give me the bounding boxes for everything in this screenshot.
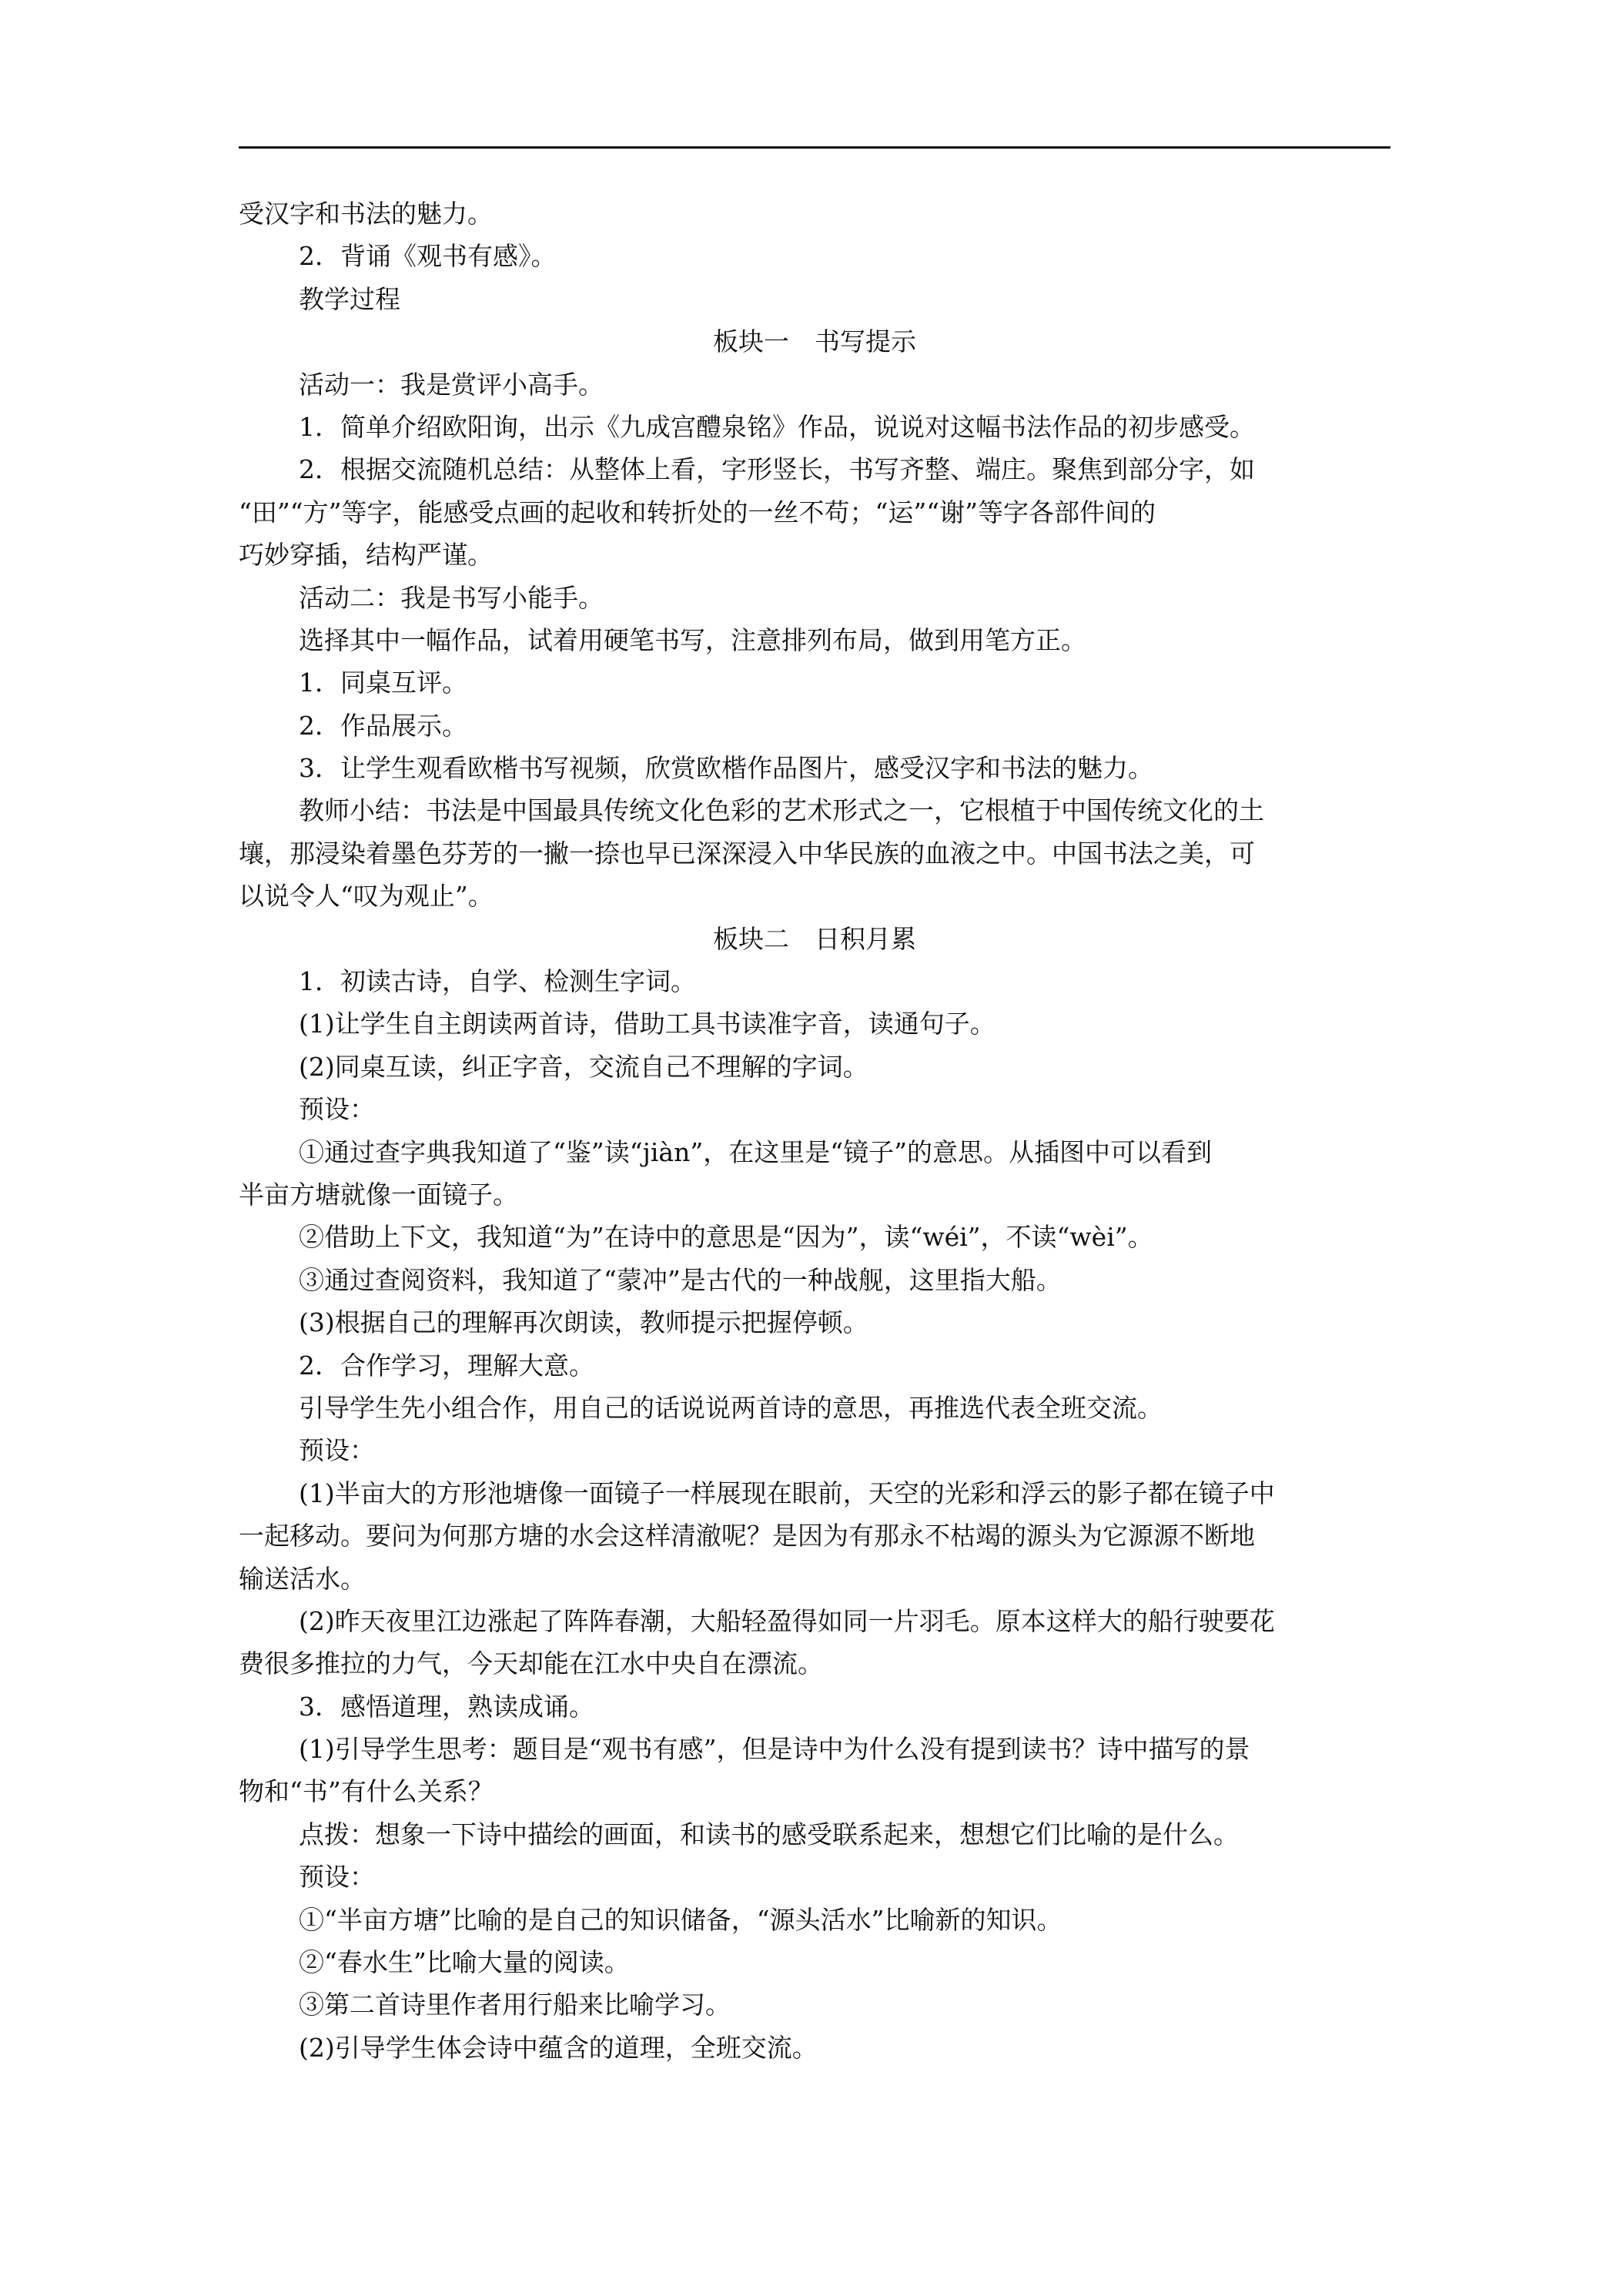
header-rule [239,146,1390,149]
list-item: 2．根据交流随机总结：从整体上看，字形竖长，书写齐整、端庄。聚焦到部分字，如 [299,454,1255,485]
document-body [239,192,1390,2069]
body-line: 一起移动。要问为何那方塘的水会这样清澈呢？是因为有那永不枯竭的源头为它源源不断地 [239,1521,1255,1551]
sub-list-item: (2)引导学生体会诗中蕴含的道理，全班交流。 [299,2032,818,2063]
sub-list-item: (3)根据自己的理解再次朗读，教师提示把握停顿。 [299,1307,868,1338]
sub-list-item: (2)同桌互读，纠正字音，交流自己不理解的字词。 [299,1051,868,1082]
body-line: 物和“书”有什么关系？ [239,1776,494,1807]
preset-item: ②“春水生”比喻大量的阅读。 [299,1947,630,1978]
paragraph-line: 教师小结：书法是中国最具传统文化色彩的艺术形式之一，它根植于中国传统文化的土 [299,795,1264,826]
sub-list-item: (2)昨天夜里江边涨起了阵阵春潮，大船轻盈得如同一片羽毛。原本这样大的船行驶要花 [299,1605,1275,1636]
body-line: 巧妙穿插，结构严谨。 [239,540,493,571]
preset-item: ②借助上下文，我知道“为”在诗中的意思是“因为”，读“wéi”，不读“wèi”。 [299,1222,1153,1253]
preset-item: ①“半亩方塘”比喻的是自己的知识储备，“源头活水”比喻新的知识。 [299,1904,1062,1935]
sub-list-item: (1)半亩大的方形池塘像一面镜子一样展现在眼前，天空的光彩和浮云的影子都在镜子中 [299,1478,1275,1508]
preset-item: ①通过查字典我知道了“鉴”读“jiàn”，在这里是“镜子”的意思。从插图中可以看到 [299,1136,1212,1167]
list-item: 1．简单介绍欧阳询，出示《九成宫醴泉铭》作品，说说对这幅书法作品的初步感受。 [299,411,1255,442]
preset-label: 预设： [299,1862,375,1893]
activity-title: 活动一：我是赏评小高手。 [299,369,604,400]
list-item: 2．作品展示。 [299,710,467,741]
body-line: 半亩方塘就像一面镜子。 [239,1179,518,1210]
sub-list-item: (1)让学生自主朗读两首诗，借助工具书读准字音，读通句子。 [299,1009,996,1039]
paragraph-line: 点拨：想象一下诗中描绘的画面，和读书的感受联系起来，想想它们比喻的是什么。 [299,1819,1239,1849]
preset-item: ③通过查阅资料，我知道了“蒙冲”是古代的一种战舰，这里指大船。 [299,1264,1062,1295]
body-line: “田”“方”等字，能感受点画的起收和转折处的一丝不苟；“运”“谢”等字各部件间的 [239,497,1156,527]
body-line: 费很多推拉的力气，今天却能在江水中央自在漂流。 [239,1648,823,1679]
list-item: 2．合作学习，理解大意。 [299,1350,594,1381]
list-item: 2．背诵《观书有感》。 [299,241,557,272]
preset-label: 预设： [299,1094,375,1125]
preset-label: 预设： [299,1435,375,1466]
section-label: 教学过程 [299,283,400,314]
list-item: 1．初读古诗，自学、检测生字词。 [299,966,696,997]
list-item: 3．感悟道理，熟读成诵。 [299,1691,594,1722]
list-item: 1．同桌互评。 [299,668,467,698]
activity-title: 活动二：我是书写小能手。 [299,582,604,613]
preset-item: ③第二首诗里作者用行船来比喻学习。 [299,1990,731,2020]
body-line: 以说令人“叹为观止”。 [239,881,494,912]
sub-list-item: (1)引导学生思考：题目是“观书有感”，但是诗中为什么没有提到读书？诗中描写的景 [299,1734,1250,1765]
body-line: 输送活水。 [239,1563,366,1594]
list-item: 3．让学生观看欧楷书写视频，欣赏欧楷作品图片，感受汉字和书法的魅力。 [299,753,1153,784]
section-heading: 板块二 日积月累 [713,923,916,954]
section-heading: 板块一 书写提示 [713,326,916,357]
paragraph-line: 引导学生先小组合作，用自己的话说说两首诗的意思，再推选代表全班交流。 [299,1392,1163,1423]
paragraph-line: 选择其中一幅作品，试着用硬笔书写，注意排列布局，做到用笔方正。 [299,624,1086,655]
body-line: 受汉字和书法的魅力。 [239,199,493,229]
body-line: 壤，那浸染着墨色芬芳的一撇一捺也早已深深浸入中华民族的血液之中。中国书法之美，可 [239,838,1255,869]
